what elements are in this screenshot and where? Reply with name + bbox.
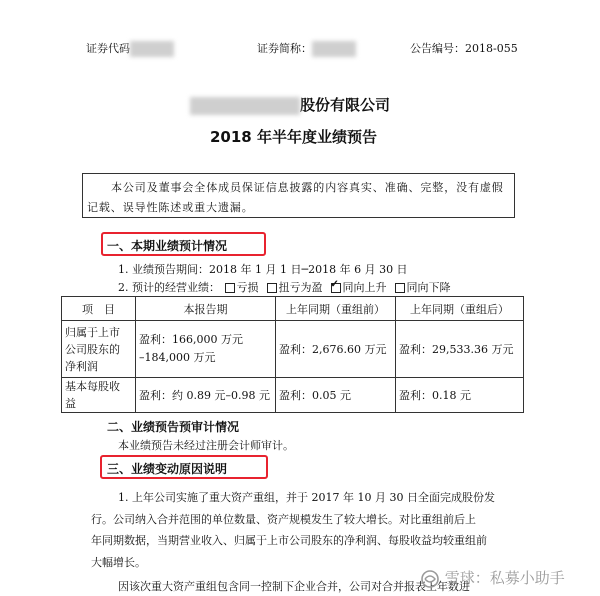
table-row bbox=[62, 378, 524, 413]
section-2-text: 本业绩预告未经过注册会计师审计。 bbox=[118, 439, 294, 452]
option-loss: 亏损 bbox=[236, 281, 259, 294]
table-header-row bbox=[62, 297, 524, 321]
company-title: 股份有限公司 bbox=[190, 94, 390, 115]
option-turnaround: 扭亏为盈 bbox=[278, 281, 323, 294]
stock-abbr-label: 证券简称： bbox=[257, 40, 356, 57]
watermark bbox=[420, 567, 565, 589]
header-current: 本报告期 bbox=[136, 297, 276, 321]
section-2-title: 二、业绩预告预审计情况 bbox=[107, 420, 240, 434]
table-row bbox=[62, 321, 524, 378]
section-3-line-4: 大幅增长。 bbox=[91, 556, 146, 569]
checkbox-decrease bbox=[395, 283, 405, 293]
forecast-table bbox=[61, 296, 524, 413]
section-1-title: 一、本期业绩预计情况 bbox=[107, 239, 228, 253]
trend-options bbox=[118, 279, 451, 295]
cell-item bbox=[62, 321, 136, 378]
disclaimer-line-1: 本公司及董事会全体成员保证信息披露的内容真实、准确、完整，没有虚假 bbox=[111, 181, 504, 194]
notice-number: 公告编号：2018-055 bbox=[410, 42, 518, 55]
section-3-title: 三、业绩变动原因说明 bbox=[107, 462, 228, 476]
header-prior-after: 上年同期（重组后） bbox=[396, 297, 524, 321]
section-3-line-2: 行。公司纳入合并范围的单位数量、资产规模发生了较大增长。对比重组前后上 bbox=[91, 513, 476, 526]
redacted-company-name bbox=[190, 97, 300, 115]
trend-label: 2. 预计的经营业绩： bbox=[118, 281, 220, 294]
redacted-code bbox=[130, 41, 174, 57]
checkbox-increase bbox=[331, 283, 341, 293]
item-line: 净利润 bbox=[65, 359, 98, 373]
redacted-abbr bbox=[312, 41, 356, 57]
cell-prior-after: 盈利：29,533.36 万元 bbox=[396, 321, 524, 378]
header-item: 项 目 bbox=[62, 297, 136, 321]
cell-current: 盈利：约 0.89 元–0.98 元 bbox=[136, 378, 276, 413]
item-line: 益 bbox=[65, 397, 76, 410]
item-line: 公司股东的 bbox=[65, 342, 120, 356]
watermark-text: 雪球：私募小助手 bbox=[444, 569, 565, 587]
item-line: 基本每股收 bbox=[65, 380, 120, 393]
cell-prior-before: 盈利：0.05 元 bbox=[276, 378, 396, 413]
forecast-period: 1. 业绩预告期间：2018 年 1 月 1 日─2018 年 6 月 30 日 bbox=[118, 263, 408, 276]
snowball-logo-icon bbox=[420, 569, 440, 589]
section-3-line-3: 年同期数据，当期营业收入、归属于上市公司股东的净利润、每股收益均较重组前 bbox=[91, 534, 487, 547]
option-increase: 同向上升 bbox=[342, 281, 387, 294]
section-3-line-5: 因该次重大资产重组包含同一控制下企业合并，公司对合并报表上年数进 bbox=[118, 580, 470, 593]
cell-item bbox=[62, 378, 136, 413]
cell-prior-after: 盈利：0.18 元 bbox=[396, 378, 524, 413]
stock-code-label: 证券代码 bbox=[86, 40, 174, 57]
value-line: 盈利：166,000 万元 bbox=[139, 333, 243, 346]
disclaimer-line-2: 记载、误导性陈述或重大遗漏。 bbox=[87, 201, 254, 214]
checkbox-turnaround bbox=[267, 283, 277, 293]
cell-current bbox=[136, 321, 276, 378]
item-line: 归属于上市 bbox=[65, 325, 120, 339]
checkbox-loss bbox=[225, 283, 235, 293]
cell-prior-before: 盈利：2,676.60 万元 bbox=[276, 321, 396, 378]
header-prior-before: 上年同期（重组前） bbox=[276, 297, 396, 321]
option-decrease: 同向下降 bbox=[406, 281, 451, 294]
value-line: –184,000 万元 bbox=[139, 351, 216, 364]
disclaimer-box bbox=[82, 173, 515, 218]
report-title: 2018 年半年度业绩预告 bbox=[210, 128, 377, 146]
section-3-line-1: 1. 上年公司实施了重大资产重组，并于 2017 年 10 月 30 日全面完成股份发 bbox=[118, 491, 495, 504]
